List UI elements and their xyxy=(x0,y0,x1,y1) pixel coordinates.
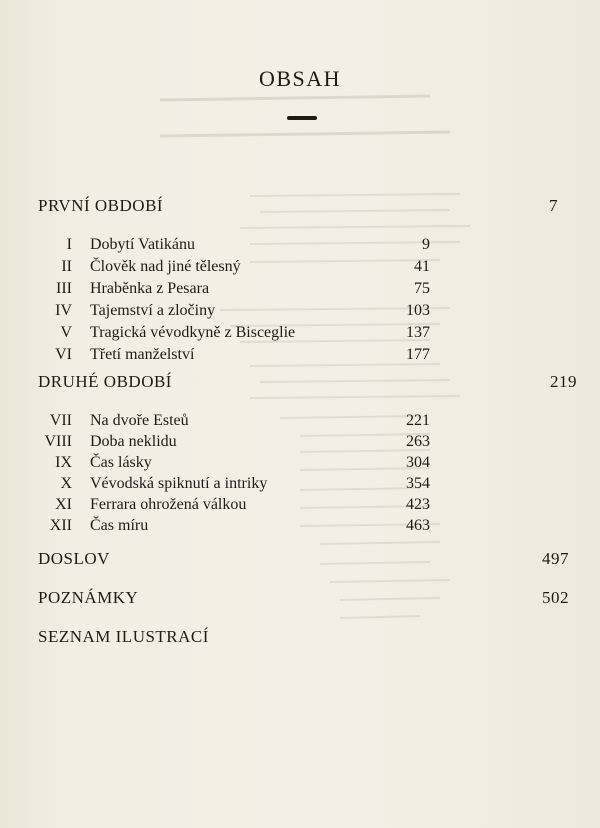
chapter-page: 263 xyxy=(406,433,430,450)
chapter-title: Čas lásky xyxy=(90,454,152,471)
section-page: 219 xyxy=(550,372,577,391)
section-label: POZNÁMKY xyxy=(38,588,139,607)
chapter-title: Doba neklidu xyxy=(90,433,177,450)
section-heading xyxy=(38,627,558,651)
chapter-title: Čas míru xyxy=(90,517,149,534)
chapter-page: 41 xyxy=(414,258,430,275)
chapter-title: Člověk nad jiné tělesný xyxy=(90,258,241,275)
chapter-title: Na dvoře Esteů xyxy=(90,412,189,429)
toc-entry xyxy=(0,236,600,258)
chapter-page: 75 xyxy=(414,280,430,297)
chapter-title: Vévodská spiknutí a intriky xyxy=(90,475,268,492)
section-label: SEZNAM ILUSTRACÍ xyxy=(38,627,209,646)
section-label: PRVNÍ OBDOBÍ xyxy=(38,196,164,215)
chapter-number: VIII xyxy=(44,433,72,450)
chapter-number: II xyxy=(61,258,72,275)
toc-entry xyxy=(0,302,600,324)
chapter-number: XII xyxy=(49,517,72,534)
chapter-number: III xyxy=(56,280,72,297)
toc-entry xyxy=(0,280,600,302)
section-label: DOSLOV xyxy=(38,549,110,568)
chapter-page: 137 xyxy=(406,324,430,341)
chapter-number: IX xyxy=(55,454,72,471)
section-heading xyxy=(38,588,569,612)
section-heading xyxy=(38,196,558,220)
section-page: 502 xyxy=(542,588,569,607)
chapter-page: 9 xyxy=(422,236,430,253)
toc-entry xyxy=(0,346,600,368)
toc-entry xyxy=(0,454,600,476)
section-heading xyxy=(38,549,569,573)
chapter-title: Dobytí Vatikánu xyxy=(90,236,196,253)
chapter-page: 103 xyxy=(406,302,430,319)
chapter-number: VI xyxy=(55,346,72,363)
chapter-number: VII xyxy=(49,412,72,429)
chapter-title: Tajemství a zločiny xyxy=(90,302,216,319)
section-page: 7 xyxy=(549,196,558,215)
chapter-page: 463 xyxy=(406,517,430,534)
chapter-number: V xyxy=(60,324,72,341)
toc-entry xyxy=(0,324,600,346)
toc-entry xyxy=(0,496,600,518)
chapter-number: XI xyxy=(55,496,72,513)
section-label: DRUHÉ OBDOBÍ xyxy=(38,372,172,391)
toc-entry xyxy=(0,517,600,539)
toc-entry xyxy=(0,475,600,497)
contents-title: OBSAH xyxy=(258,66,342,91)
chapter-number: X xyxy=(60,475,72,492)
title-rule xyxy=(287,116,317,120)
chapter-number: I xyxy=(66,236,72,253)
chapter-page: 177 xyxy=(406,346,430,363)
chapter-title: Třetí manželství xyxy=(90,346,195,363)
section-heading xyxy=(38,372,577,396)
chapter-number: IV xyxy=(55,302,72,319)
chapter-page: 221 xyxy=(406,412,430,429)
chapter-title: Hraběnka z Pesara xyxy=(90,280,210,297)
chapter-title: Tragická vévodkyně z Bisceglie xyxy=(90,324,296,341)
chapter-page: 423 xyxy=(406,496,430,513)
section-page: 497 xyxy=(542,549,569,568)
chapter-page: 354 xyxy=(406,475,430,492)
chapter-page: 304 xyxy=(406,454,430,471)
toc-entry xyxy=(0,433,600,455)
toc-entry xyxy=(0,258,600,280)
chapter-title: Ferrara ohrožená válkou xyxy=(90,496,247,513)
toc-entry xyxy=(0,412,600,434)
